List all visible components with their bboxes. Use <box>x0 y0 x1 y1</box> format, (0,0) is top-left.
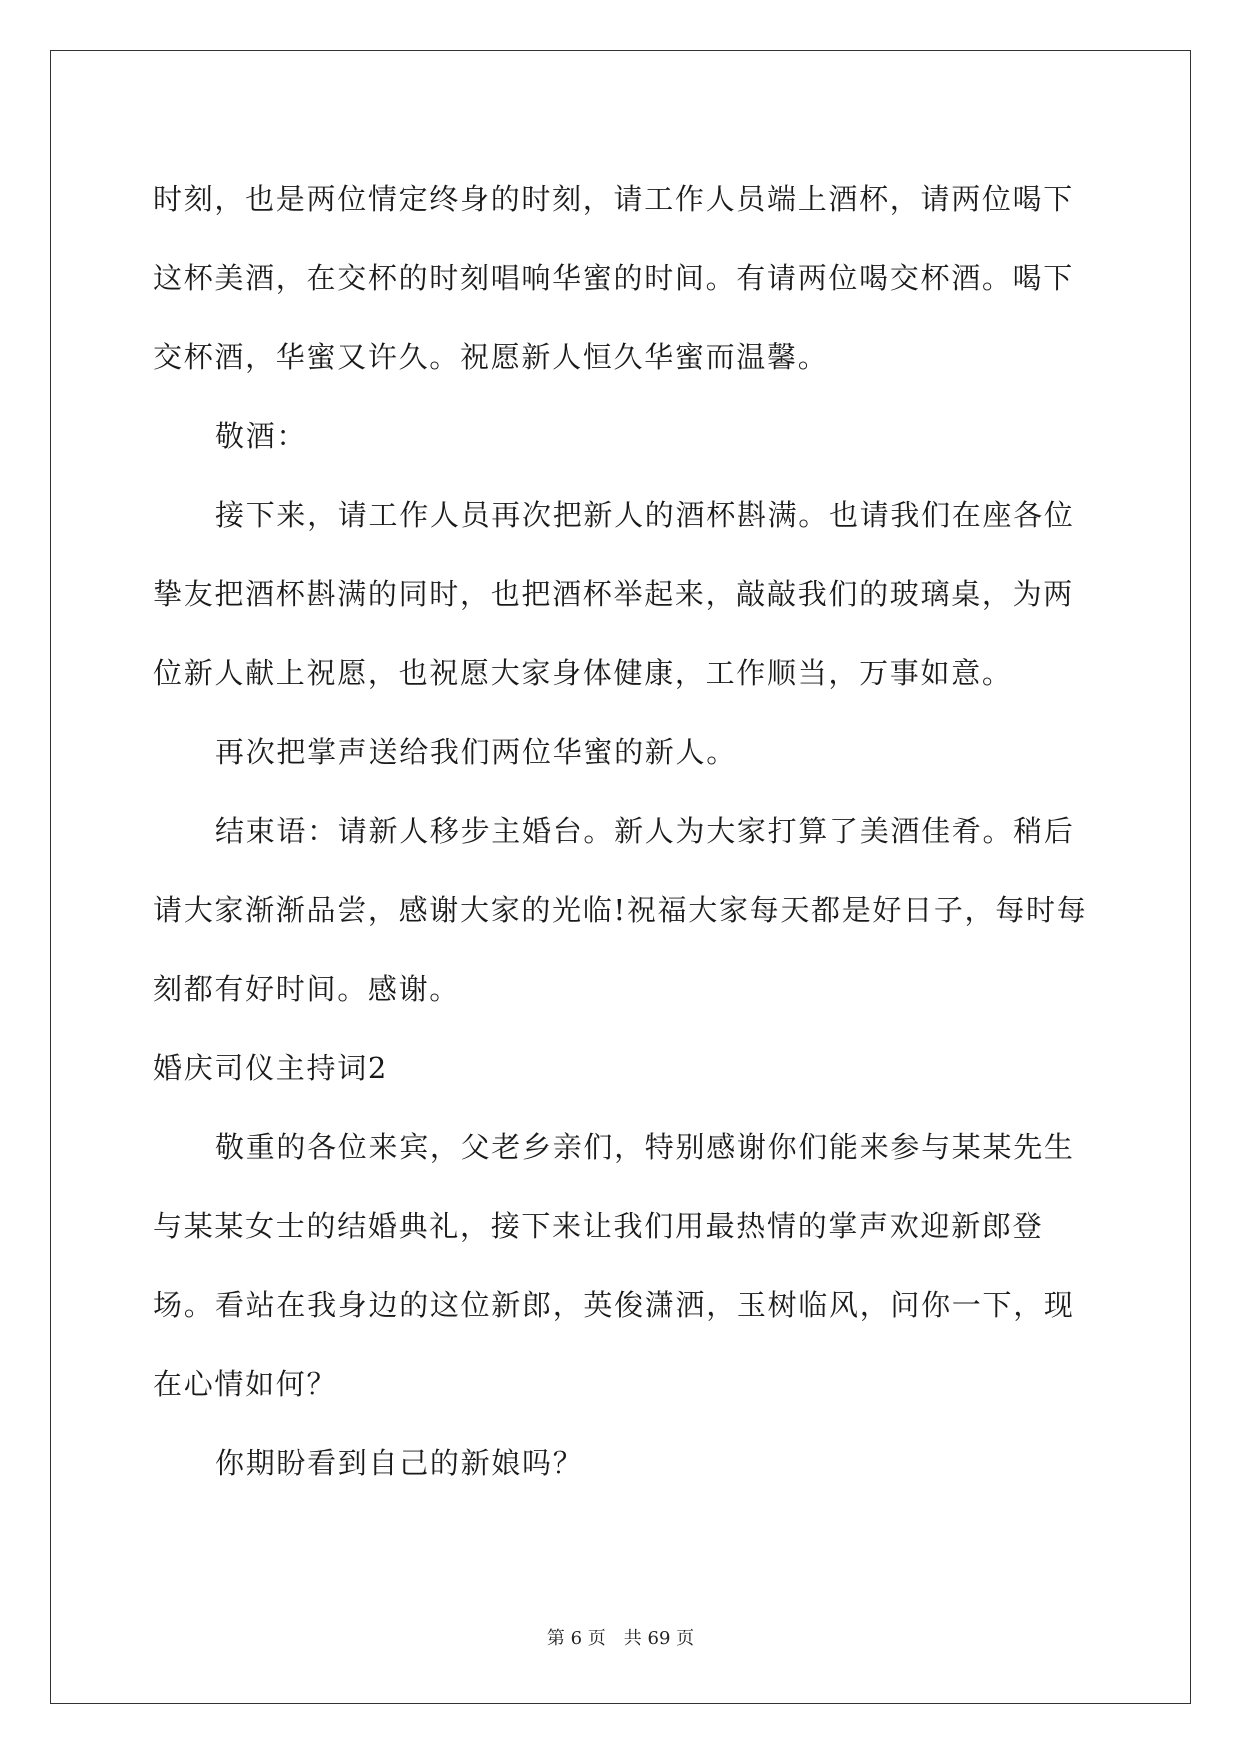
text-line: 这杯美酒，在交杯的时刻唱响华蜜的时间。有请两位喝交杯酒。喝下 <box>153 261 1075 295</box>
text-line: 接下来，请工作人员再次把新人的酒杯斟满。也请我们在座各位 <box>215 498 1075 532</box>
text-line: 刻都有好时间。感谢。 <box>153 972 461 1006</box>
text-line: 你期盼看到自己的新娘吗？ <box>215 1446 584 1480</box>
text-line: 在心情如何？ <box>153 1367 338 1401</box>
page-number-footer: 第 6 页 共 69 页 <box>546 1628 695 1649</box>
closing-remarks-line: 结束语：请新人移步主婚台。新人为大家打算了美酒佳肴。稍后 <box>215 814 1075 848</box>
text-line: 看站在我身边的这位新郎，英俊潇洒，玉树临风，问你一下，现 <box>215 1288 1075 1322</box>
section-heading: 婚庆司仪主持词2 <box>153 1051 389 1085</box>
text-line: 请大家渐渐品尝，感谢大家的光临!祝福大家每天都是好日子，每时每 <box>153 893 1088 927</box>
text-line: 与某某女士的结婚典礼，接下来让我们用最热情的掌声欢迎新郎登场。 <box>153 1209 1044 1322</box>
text-line: 交杯酒，华蜜又许久。祝愿新人恒久华蜜而温馨。 <box>153 340 829 374</box>
text-line: 挚友把酒杯斟满的同时，也把酒杯举起来，敲敲我们的玻璃桌，为两 <box>153 577 1075 611</box>
document-body <box>153 160 1088 1503</box>
section-label-toast: 敬酒： <box>215 419 308 453</box>
text-line: 再次把掌声送给我们两位华蜜的新人。 <box>215 735 737 769</box>
text-line: 位新人献上祝愿，也祝愿大家身体健康，工作顺当，万事如意。 <box>153 656 1013 690</box>
text-line: 时刻，也是两位情定终身的时刻，请工作人员端上酒杯，请两位喝下 <box>153 182 1075 216</box>
text-line: 敬重的各位来宾，父老乡亲们，特别感谢你们能来参与某某先生 <box>215 1130 1075 1164</box>
